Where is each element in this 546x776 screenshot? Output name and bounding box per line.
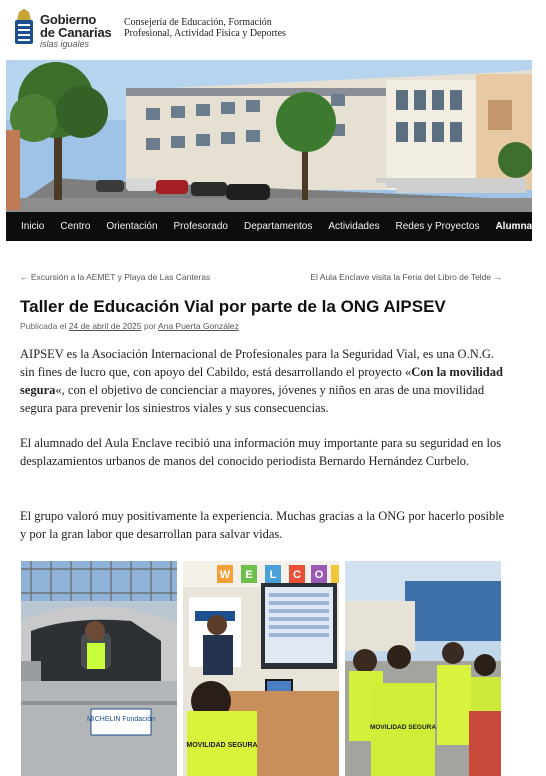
paragraph-1-text-b: «, con el objetivo de concienciar a mayores, jóvenes y niños en aras de una movilidad segura para prevenir los siniestros viales y sus consecuencias. — [20, 383, 485, 415]
header-banner-image — [6, 60, 532, 212]
next-post-link[interactable]: El Aula Enclave visita la Feria del Libro de Telde → — [310, 272, 502, 282]
post-paragraph-1 — [20, 345, 510, 417]
brand[interactable] — [40, 13, 112, 50]
nav-item-centro[interactable]: Centro — [60, 221, 91, 232]
department-line1: Consejería de Educación, Formación — [124, 17, 272, 28]
welcome-letter-2: E — [245, 569, 253, 581]
meta-by-label: por — [143, 321, 157, 331]
post-paragraph-2: El alumnado del Aula Enclave recibió una información muy importante para su seguridad en los desplazamientos urbanos de manos del conocido periodista Bernardo Hernández Curbelo. — [20, 436, 502, 468]
post-title: Taller de Educación Vial por parte de la ONG AIPSEV — [20, 297, 446, 316]
post-date-link[interactable]: 24 de abril de 2025 — [68, 321, 142, 331]
vest-text-classroom: MOVILIDAD SEGURA — [186, 742, 258, 749]
brand-line2: de Canarias — [40, 25, 112, 40]
nav-item-alumnado[interactable]: Alumnado — [495, 221, 545, 232]
project-name: Con la movilidad segura — [20, 365, 503, 397]
nav-item-inicio[interactable]: Inicio — [21, 221, 45, 232]
nav-item-actividades[interactable]: Actividades — [328, 221, 380, 232]
post-paragraph-3: El grupo valoró muy positivamente la experiencia. Muchas gracias a la ONG por hacerlo posible y por la gran labor que desarrollan para salvar vidas. — [20, 509, 505, 541]
site-header — [0, 0, 546, 58]
paragraph-1-text-a: AIPSEV es la Asociación Internacional de Profesionales para la Seguridad Vial, es una O.N.G. sin fines de lucro que, con apoyo del Cabildo, está desarrollando el proyecto « — [20, 347, 495, 379]
gallery-photo-classroom[interactable] — [183, 561, 339, 776]
welcome-letter-4: C — [293, 569, 301, 581]
gallery-photo-car[interactable] — [21, 561, 177, 776]
meta-published-label: Publicada el — [20, 321, 67, 331]
nav-item-departamentos[interactable]: Departamentos — [244, 221, 313, 232]
post-meta — [20, 321, 239, 331]
car-sticker-text: MICHELIN Fundación — [86, 716, 156, 723]
brand-tagline: islas iguales — [40, 39, 90, 49]
vest-text-students: MOVILIDAD SEGURA — [369, 724, 437, 731]
nav-item-redes-proyectos[interactable]: Redes y Proyectos — [395, 221, 480, 232]
brand-line1: Gobierno — [40, 12, 97, 27]
gallery-photo-students[interactable] — [345, 561, 501, 776]
gobierno-canarias-logo[interactable] — [12, 6, 36, 46]
post-author-link[interactable]: Ana Puerta González — [158, 321, 239, 331]
department-name — [124, 17, 286, 39]
main-nav — [6, 212, 545, 241]
nav-item-orientacion[interactable]: Orientación — [106, 221, 158, 232]
department-line2: Profesional, Actividad Física y Deportes — [124, 28, 286, 39]
previous-post-link[interactable]: ← Excursión a la AEMET y Playa de Las Canteras — [20, 272, 211, 282]
nav-item-profesorado[interactable]: Profesorado — [173, 221, 228, 232]
welcome-letter-5: O — [314, 569, 324, 581]
welcome-letter-1: W — [219, 569, 231, 581]
welcome-letter-3: L — [269, 569, 277, 581]
